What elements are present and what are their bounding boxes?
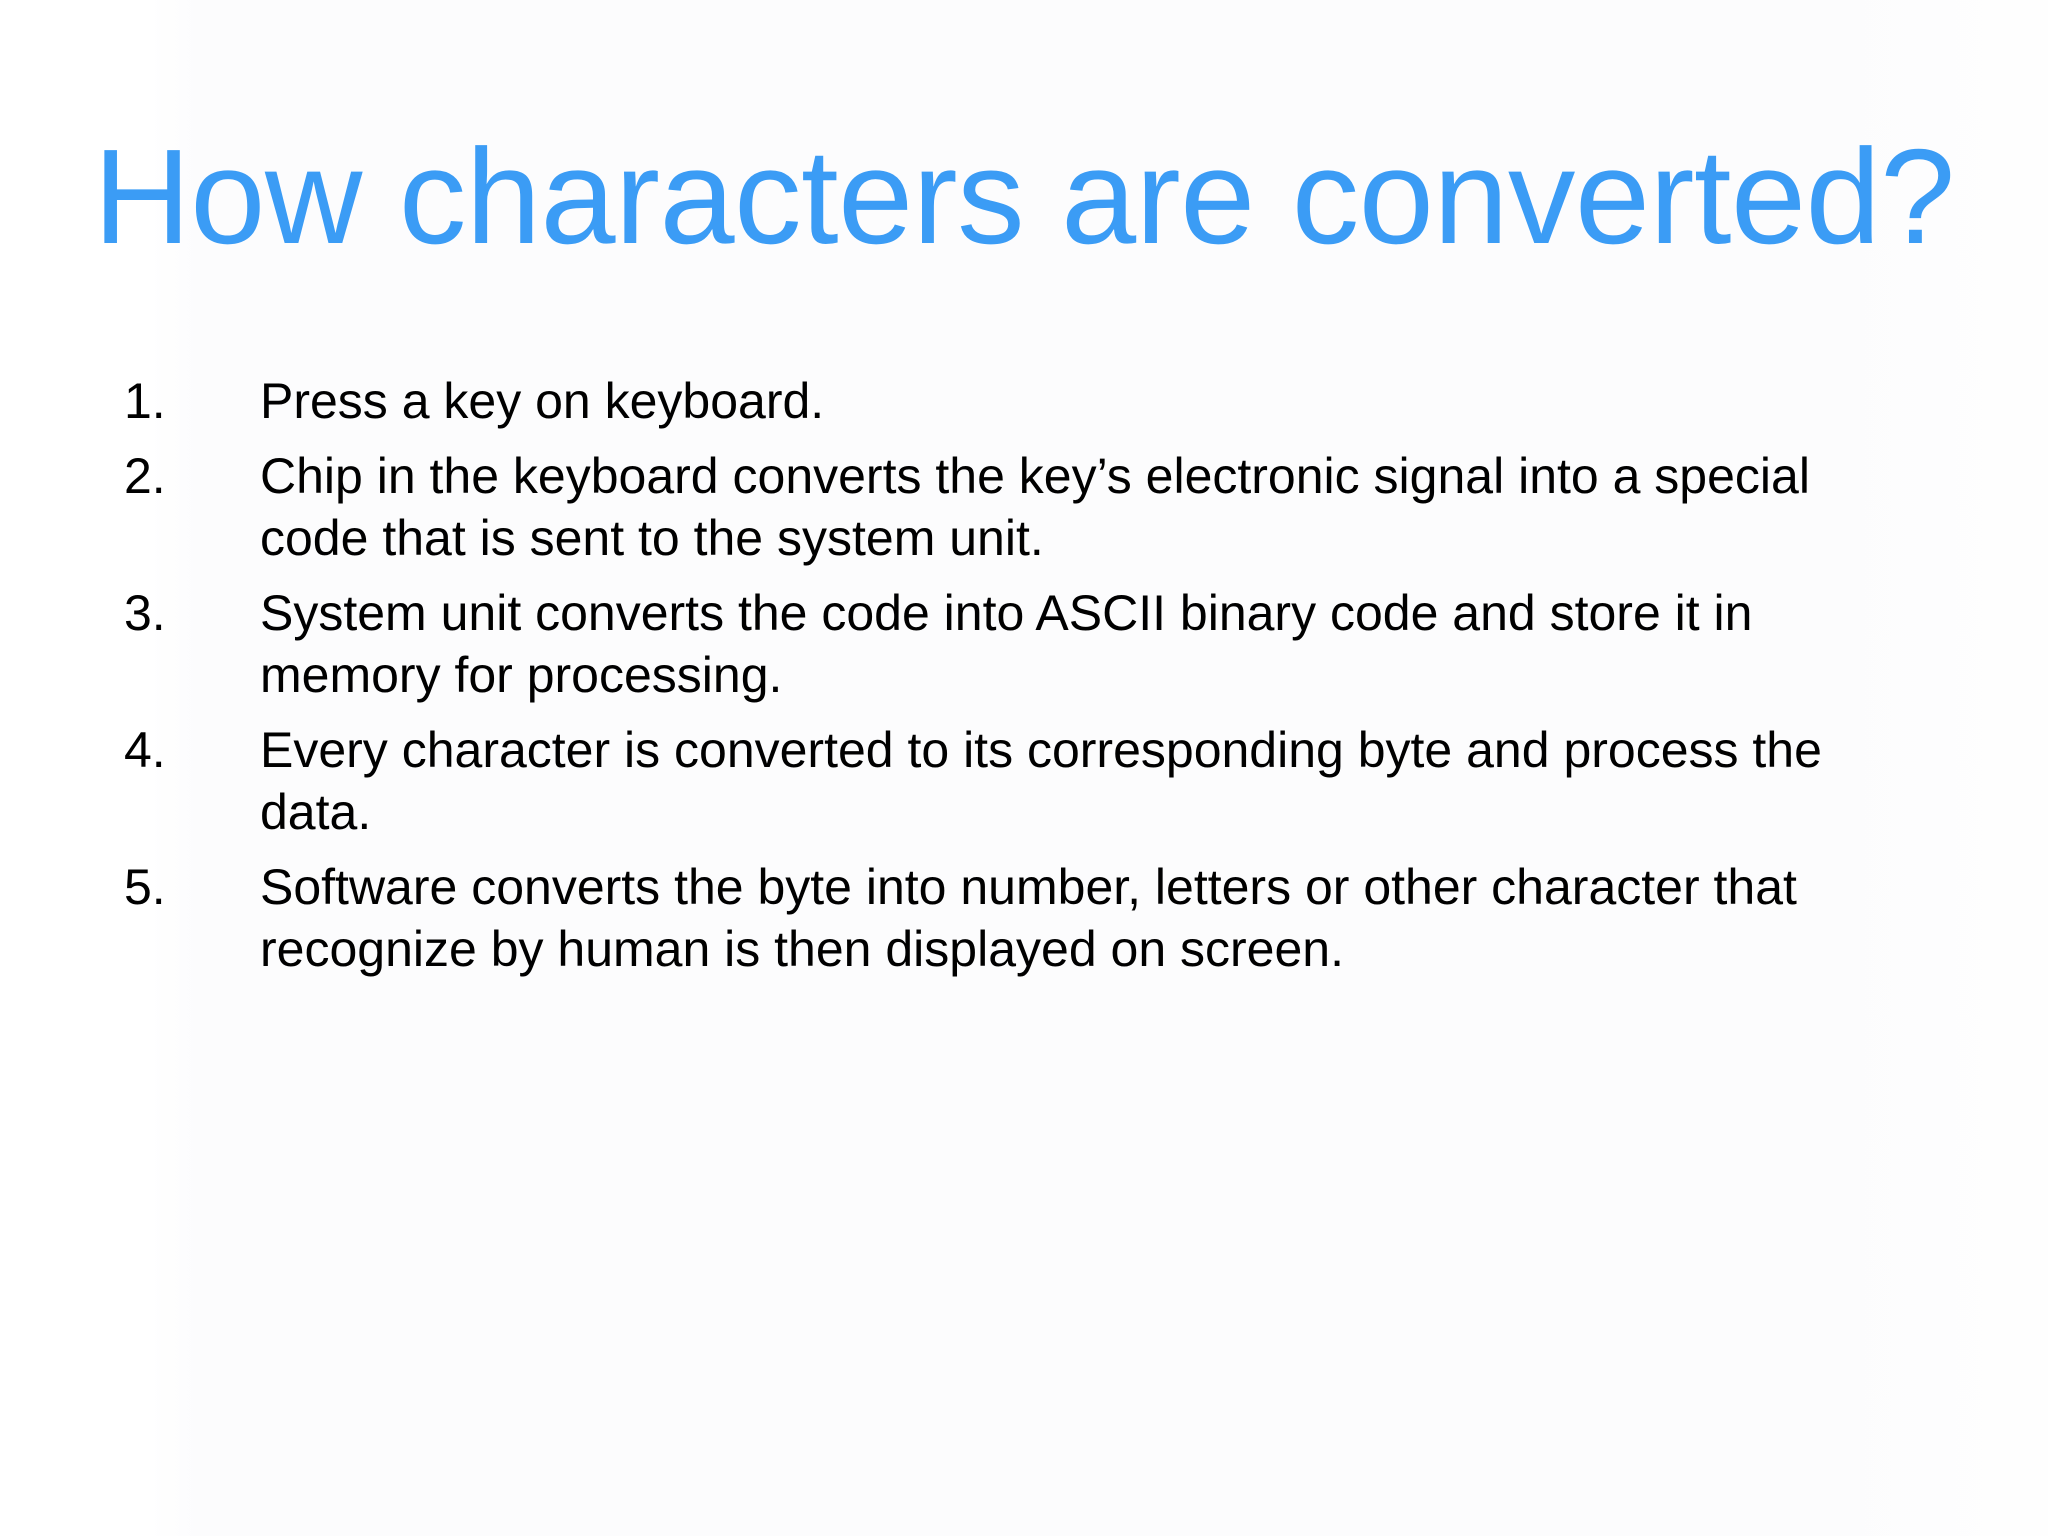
step-number: 1.	[124, 373, 166, 429]
step-number: 2.	[124, 448, 166, 504]
step-text: Every character is converted to its corresponding byte and process the data.	[260, 722, 1822, 840]
list-item	[124, 582, 1884, 706]
steps-list	[124, 370, 1884, 993]
list-item	[124, 370, 1884, 432]
list-item	[124, 719, 1884, 843]
list-item	[124, 856, 1884, 980]
slide-title: How characters are converted?	[93, 121, 1955, 272]
step-number: 5.	[124, 859, 166, 915]
step-text: Chip in the keyboard converts the key’s electronic signal into a special code that is sent to the system unit.	[260, 448, 1810, 566]
step-number: 3.	[124, 585, 166, 641]
step-text: Software converts the byte into number, letters or other character that recognize by human is then displayed on screen.	[260, 859, 1797, 977]
step-text: System unit converts the code into ASCII binary code and store it in memory for processing.	[260, 585, 1753, 703]
step-text: Press a key on keyboard.	[260, 373, 825, 429]
list-item	[124, 445, 1884, 569]
step-number: 4.	[124, 722, 166, 778]
